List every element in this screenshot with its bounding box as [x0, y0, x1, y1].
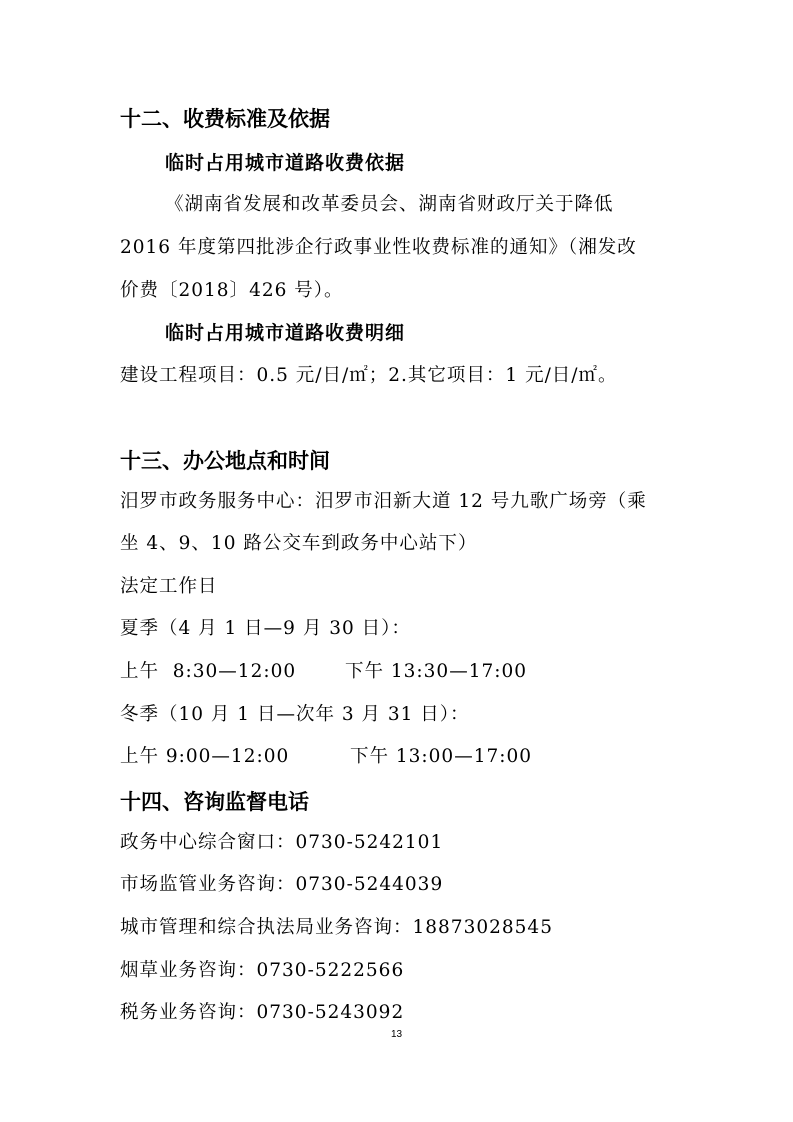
- section-14-heading: 十四、咨询监督电话: [120, 790, 309, 814]
- summer-label: 夏季（4 月 1 日—9 月 30 日）：: [120, 618, 411, 639]
- section-13-heading: 十三、办公地点和时间: [120, 449, 330, 473]
- page-number: 13: [391, 1029, 403, 1040]
- winter-pm-hours: 下午 13:00—17:00: [350, 746, 533, 767]
- section-12-heading: 十二、收费标准及依据: [120, 107, 330, 131]
- phone-line-5: 税务业务咨询：0730-5243092: [120, 1002, 405, 1023]
- address-line-2: 坐 4、9、10 路公交车到政务中心站下）: [120, 533, 478, 554]
- basis-subheading: 临时占用城市道路收费依据: [165, 152, 406, 174]
- workday-label: 法定工作日: [120, 576, 218, 597]
- basis-line-3: 价费〔2018〕426 号）。: [120, 280, 344, 301]
- summer-am-hours: 上午 8:30—12:00: [120, 661, 297, 682]
- phone-line-3: 城市管理和综合执法局业务咨询：18873028545: [120, 917, 553, 938]
- summer-pm-hours: 下午 13:30—17:00: [345, 661, 528, 682]
- fee-detail-line: 建设工程项目：0.5 元/日/㎡；2.其它项目：1 元/日/㎡。: [120, 365, 618, 386]
- detail-subheading: 临时占用城市道路收费明细: [165, 322, 406, 344]
- phone-line-2: 市场监管业务咨询：0730-5244039: [120, 874, 444, 895]
- winter-label: 冬季（10 月 1 日—次年 3 月 31 日）：: [120, 704, 470, 725]
- phone-line-4: 烟草业务咨询：0730-5222566: [120, 960, 405, 981]
- basis-line-2: 2016 年度第四批涉企行政事业性收费标准的通知》（湘发改: [120, 237, 637, 258]
- address-line-1: 汨罗市政务服务中心：汨罗市汨新大道 12 号九歌广场旁（乘: [120, 491, 647, 512]
- winter-am-hours: 上午 9:00—12:00: [120, 746, 290, 767]
- basis-line-1: 《湖南省发展和改革委员会、湖南省财政厅关于降低: [165, 194, 614, 215]
- phone-line-1: 政务中心综合窗口：0730-5242101: [120, 832, 444, 853]
